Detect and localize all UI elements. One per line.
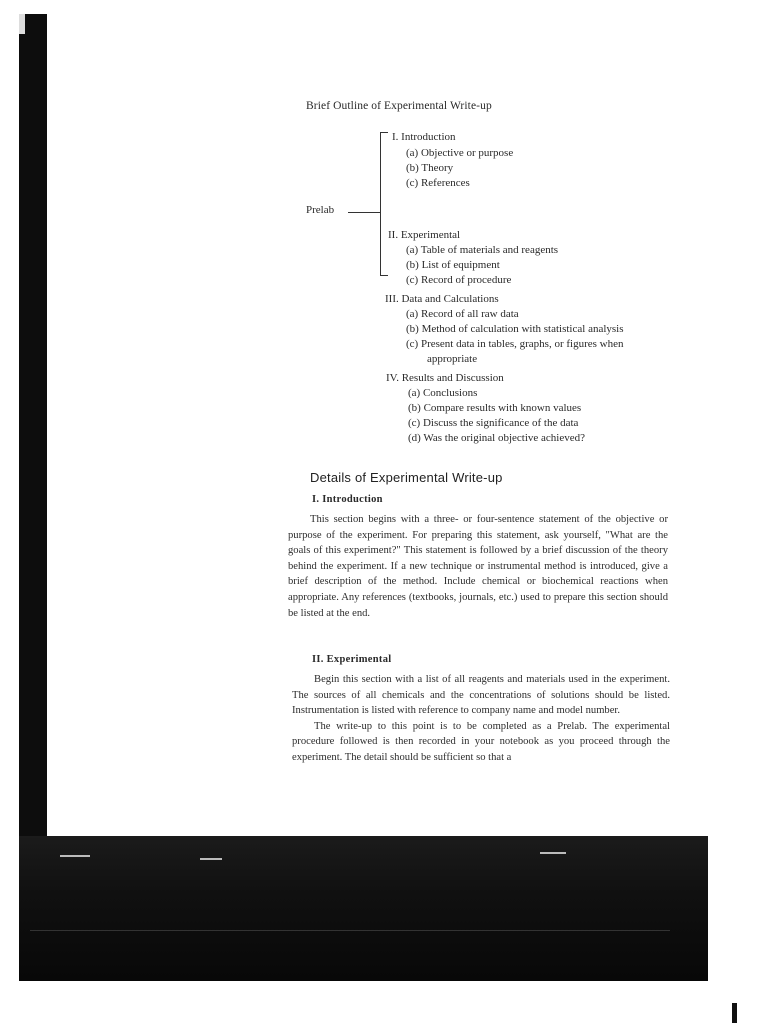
outline-item: (b) Compare results with known values [408,402,582,414]
introduction-text [288,512,668,621]
scan-artifact [19,14,25,34]
experimental-paragraph: Begin this section with a list of all reagents and materials used in the experiment. The sources of all chemicals and the concentrations of solutions should be listed. Instrumentation is listed with reference to company name and model number. [292,674,670,717]
prelab-label: Prelab [306,204,335,216]
outline-item: (a) Conclusions [408,387,478,399]
prelab-connector [348,212,381,213]
outline-item: (b) List of equipment [406,259,500,271]
prelab-bracket [380,132,388,276]
experimental-paragraph: The write-up to this point is to be completed as a Prelab. The experimental procedure followed is then recorded in your notebook as you proceed through the experiment. The detail should be sufficient so that a [292,720,670,763]
outline-item: (d) Was the original objective achieved? [408,432,585,444]
outline-item: (a) Objective or purpose [406,147,514,159]
introduction-paragraph: This section begins with a three- or four-sentence statement of the objective or purpose of the experiment. For preparing this statement, ask yourself, "What are the goals of this experiment?" This statement is followed by a brief discussion of the theory behind the experiment. If a new technique or instrumental method is introduced, give a brief description of the method. Include chemical or biochemical reactions when appropriate. Any references (textbooks, journals, etc.) used to prepare this section should be listed at the end. [288,514,668,619]
outline-item: appropriate [427,353,478,365]
outline-item: (c) Record of procedure [406,274,512,286]
scan-border-bottom [19,836,708,981]
details-heading: Details of Experimental Write-up [310,470,503,485]
outline-section-heading: I. Introduction [392,131,456,143]
outline-section-heading: III. Data and Calculations [385,293,499,305]
scan-artifact [60,855,90,857]
outline-item: (c) Discuss the significance of the data [408,417,579,429]
experimental-text [292,672,670,766]
experimental-heading: II. Experimental [312,654,392,665]
introduction-heading: I. Introduction [312,494,383,505]
scan-artifact [30,930,670,931]
outline-item: (b) Method of calculation with statistical analysis [406,323,624,335]
outline-item: (a) Record of all raw data [406,308,519,320]
outline-section-heading: II. Experimental [388,229,461,241]
scan-artifact [540,852,566,854]
outline-section-heading: IV. Results and Discussion [386,372,504,384]
outline-item: (b) Theory [406,162,454,174]
scan-border-left [19,14,47,849]
scan-artifact [200,858,222,860]
outline-title: Brief Outline of Experimental Write-up [306,100,492,112]
outline-item: (c) Present data in tables, graphs, or figures when [406,338,624,350]
outline-item: (a) Table of materials and reagents [406,244,559,256]
outline-item: (c) References [406,177,470,189]
scan-artifact [732,1003,737,1023]
